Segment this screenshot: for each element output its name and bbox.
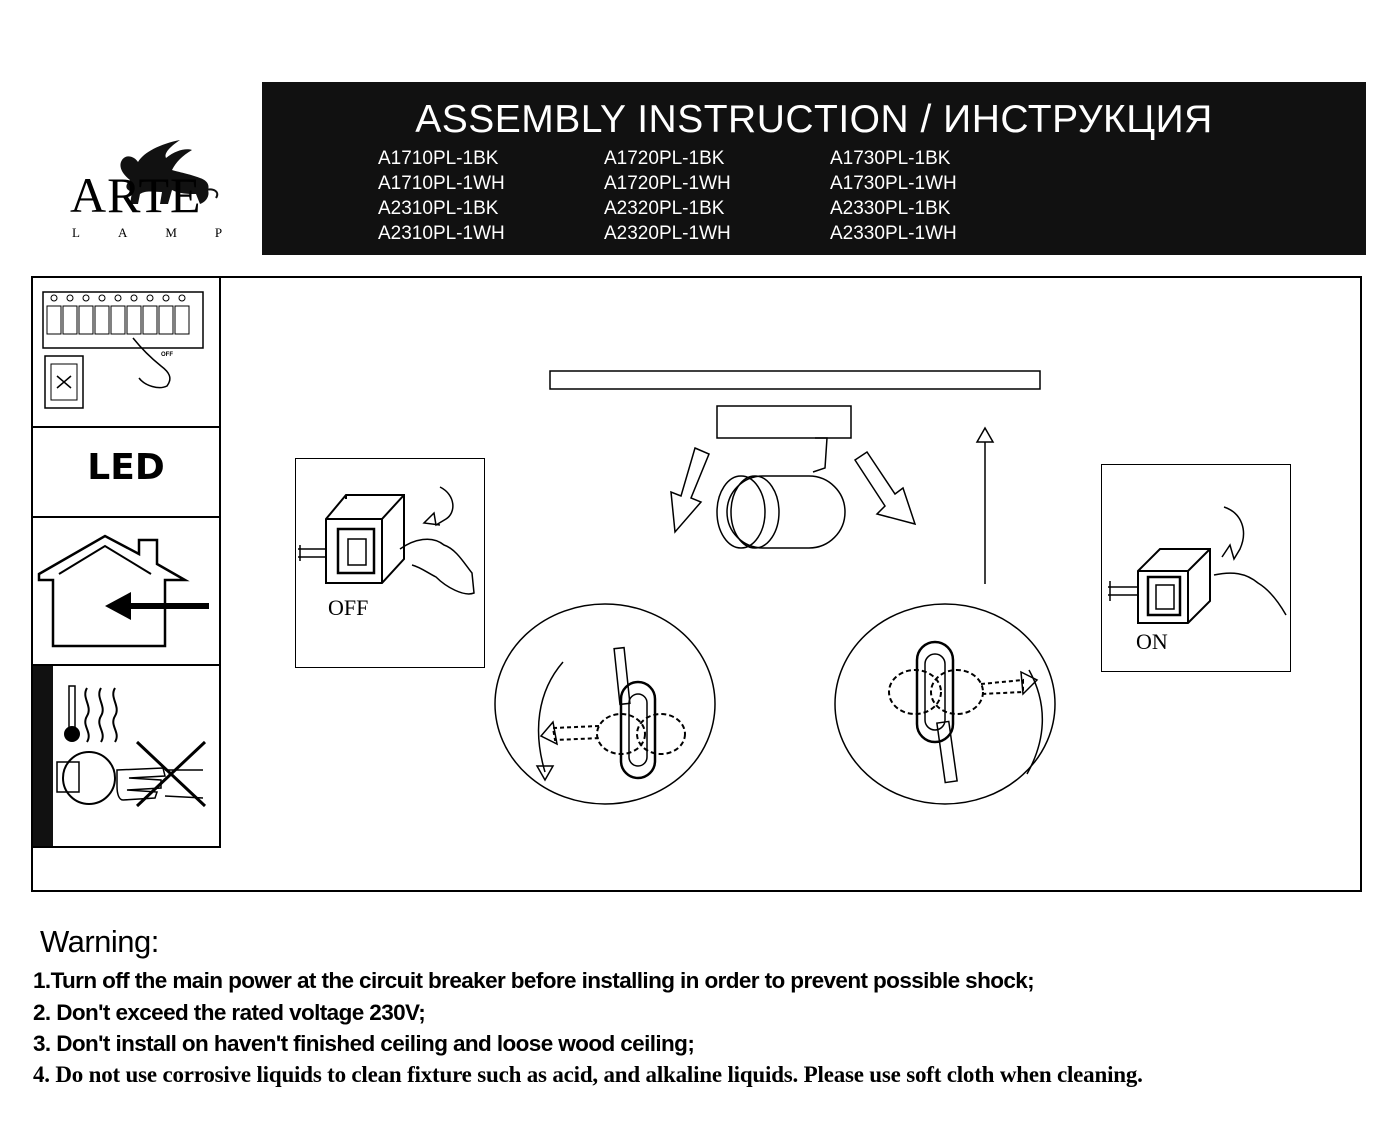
warning-item: 3. Don't install on haven't finished ceiling and loose wood ceiling; (33, 1031, 695, 1056)
switch-off-label: OFF (328, 595, 369, 620)
model-column-3 (830, 146, 957, 246)
circuit-breaker-icon (33, 278, 219, 426)
model-column-1 (378, 146, 505, 246)
model-code: A2310PL-1BK (378, 198, 499, 219)
model-code: A2330PL-1BK (830, 198, 951, 219)
brand-subtitle: LAMP (72, 225, 261, 240)
model-code: A1730PL-1BK (830, 148, 951, 169)
model-code: A1710PL-1BK (378, 148, 499, 169)
wall-switch-off-icon (296, 459, 482, 665)
hot-surface-panel (33, 666, 221, 848)
switch-on-panel (1101, 464, 1291, 672)
led-label: LED (87, 447, 165, 488)
switch-off-panel (295, 458, 485, 668)
warning-item: 2. Don't exceed the rated voltage 230V; (33, 1000, 426, 1025)
model-column-2 (604, 146, 731, 246)
model-code: A2320PL-1WH (604, 223, 731, 244)
rotate-lock-detail-icon (833, 602, 1059, 806)
model-code: A2310PL-1WH (378, 223, 505, 244)
model-code: A2320PL-1BK (604, 198, 725, 219)
rotate-unlock-detail-icon (493, 602, 719, 806)
do-not-touch-hot-icon (33, 666, 219, 846)
warning-item: 4. Do not use corrosive liquids to clean fixture such as acid, and alkaline liquids. Please use soft cloth when cleaning. (33, 1062, 1143, 1087)
model-code: A1710PL-1WH (378, 173, 505, 194)
indoor-house-icon (33, 518, 219, 664)
spotlight-fixture-icon (663, 402, 963, 572)
wall-switch-on-icon (1102, 465, 1288, 669)
breaker-off-label: OFF (161, 352, 173, 358)
page-title: ASSEMBLY INSTRUCTION / ИНСТРУКЦИЯ (415, 98, 1213, 141)
header-banner (262, 82, 1366, 255)
model-code: A1730PL-1WH (830, 173, 957, 194)
circuit-breaker-panel (33, 278, 221, 428)
warning-item: 1.Turn off the main power at the circuit breaker before installing in order to prevent possible shock; (33, 968, 1035, 993)
instruction-diagram-frame (31, 276, 1362, 892)
arrow-up-icon (975, 426, 997, 586)
model-code: A1720PL-1BK (604, 148, 725, 169)
model-code: A2330PL-1WH (830, 223, 957, 244)
switch-on-label: ON (1136, 629, 1168, 654)
led-panel (33, 428, 221, 518)
ceiling-plate-icon (549, 370, 1043, 392)
brand-name: ARTE (70, 167, 202, 223)
indoor-use-panel (33, 518, 221, 666)
warning-title: Warning: (40, 924, 159, 959)
model-code: A1720PL-1WH (604, 173, 731, 194)
